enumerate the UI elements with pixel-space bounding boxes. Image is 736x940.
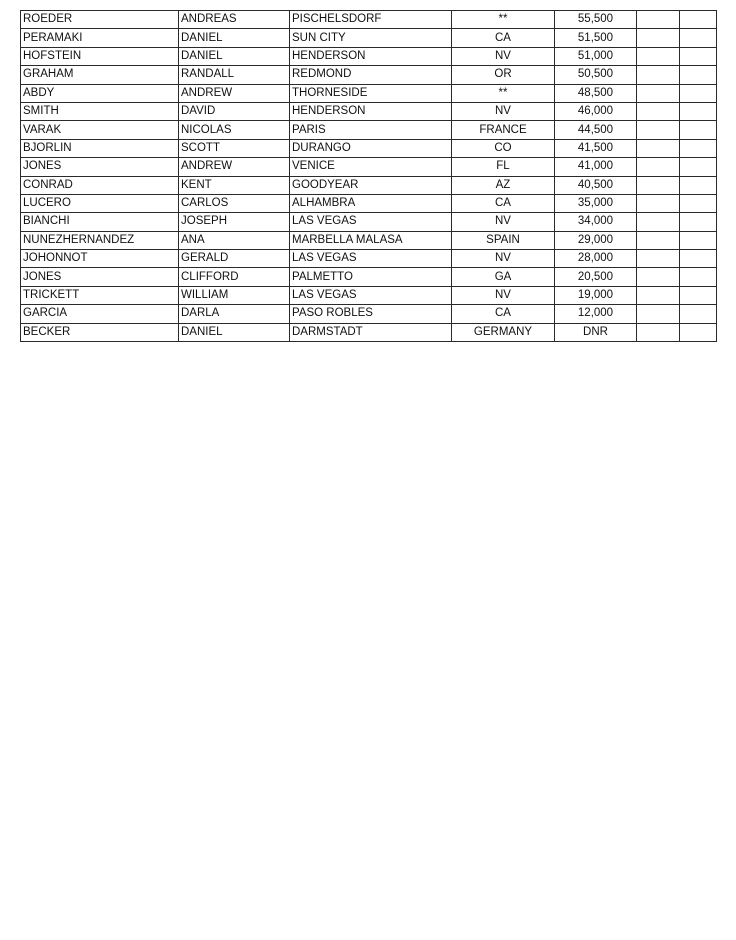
state-cell: NV (452, 102, 555, 120)
last-name-cell: BIANCHI (21, 213, 179, 231)
blank-cell (680, 268, 717, 286)
first-name-cell: JOSEPH (179, 213, 290, 231)
table-row (21, 47, 717, 65)
city-cell: REDMOND (290, 66, 452, 84)
state-cell: NV (452, 213, 555, 231)
last-name-cell: HOFSTEIN (21, 47, 179, 65)
amount-cell: 46,000 (555, 102, 637, 120)
amount-cell: 50,500 (555, 66, 637, 84)
state-cell: NV (452, 286, 555, 304)
blank-cell (680, 158, 717, 176)
first-name-cell: DARLA (179, 305, 290, 323)
amount-cell: DNR (555, 323, 637, 341)
state-cell: OR (452, 66, 555, 84)
city-cell: DURANGO (290, 139, 452, 157)
first-name-cell: CLIFFORD (179, 268, 290, 286)
state-cell: FRANCE (452, 121, 555, 139)
amount-cell: 20,500 (555, 268, 637, 286)
blank-cell (680, 194, 717, 212)
blank-cell (637, 250, 680, 268)
first-name-cell: SCOTT (179, 139, 290, 157)
city-cell: PARIS (290, 121, 452, 139)
state-cell: SPAIN (452, 231, 555, 249)
amount-cell: 19,000 (555, 286, 637, 304)
amount-cell: 34,000 (555, 213, 637, 231)
amount-cell: 35,000 (555, 194, 637, 212)
last-name-cell: ROEDER (21, 11, 179, 29)
city-cell: HENDERSON (290, 47, 452, 65)
city-cell: LAS VEGAS (290, 286, 452, 304)
amount-cell: 44,500 (555, 121, 637, 139)
last-name-cell: LUCERO (21, 194, 179, 212)
first-name-cell: NICOLAS (179, 121, 290, 139)
blank-cell (637, 305, 680, 323)
state-cell: ** (452, 11, 555, 29)
table-row (21, 139, 717, 157)
city-cell: MARBELLA MALASA (290, 231, 452, 249)
table-row (21, 305, 717, 323)
last-name-cell: JONES (21, 158, 179, 176)
table-row (21, 121, 717, 139)
table-row (21, 176, 717, 194)
blank-cell (637, 158, 680, 176)
city-cell: LAS VEGAS (290, 213, 452, 231)
blank-cell (680, 47, 717, 65)
blank-cell (680, 176, 717, 194)
amount-cell: 12,000 (555, 305, 637, 323)
city-cell: PALMETTO (290, 268, 452, 286)
table-row (21, 66, 717, 84)
city-cell: HENDERSON (290, 102, 452, 120)
last-name-cell: SMITH (21, 102, 179, 120)
state-cell: GA (452, 268, 555, 286)
results-table-body (21, 11, 717, 342)
city-cell: ALHAMBRA (290, 194, 452, 212)
blank-cell (680, 231, 717, 249)
last-name-cell: JONES (21, 268, 179, 286)
table-row (21, 194, 717, 212)
first-name-cell: CARLOS (179, 194, 290, 212)
state-cell: NV (452, 47, 555, 65)
city-cell: GOODYEAR (290, 176, 452, 194)
blank-cell (637, 84, 680, 102)
city-cell: PASO ROBLES (290, 305, 452, 323)
table-row (21, 29, 717, 47)
first-name-cell: ANDREAS (179, 11, 290, 29)
blank-cell (680, 102, 717, 120)
table-row (21, 323, 717, 341)
amount-cell: 41,500 (555, 139, 637, 157)
table-row (21, 11, 717, 29)
state-cell: GERMANY (452, 323, 555, 341)
last-name-cell: CONRAD (21, 176, 179, 194)
blank-cell (680, 213, 717, 231)
blank-cell (680, 305, 717, 323)
blank-cell (637, 231, 680, 249)
amount-cell: 28,000 (555, 250, 637, 268)
table-row (21, 84, 717, 102)
city-cell: PISCHELSDORF (290, 11, 452, 29)
city-cell: LAS VEGAS (290, 250, 452, 268)
blank-cell (637, 29, 680, 47)
first-name-cell: DANIEL (179, 29, 290, 47)
blank-cell (637, 286, 680, 304)
blank-cell (637, 194, 680, 212)
last-name-cell: GARCIA (21, 305, 179, 323)
amount-cell: 51,500 (555, 29, 637, 47)
blank-cell (637, 47, 680, 65)
last-name-cell: VARAK (21, 121, 179, 139)
amount-cell: 41,000 (555, 158, 637, 176)
last-name-cell: TRICKETT (21, 286, 179, 304)
first-name-cell: KENT (179, 176, 290, 194)
blank-cell (680, 139, 717, 157)
last-name-cell: PERAMAKI (21, 29, 179, 47)
last-name-cell: NUNEZHERNANDEZ (21, 231, 179, 249)
state-cell: AZ (452, 176, 555, 194)
first-name-cell: ANA (179, 231, 290, 249)
first-name-cell: GERALD (179, 250, 290, 268)
table-row (21, 231, 717, 249)
blank-cell (680, 121, 717, 139)
table-row (21, 250, 717, 268)
first-name-cell: DAVID (179, 102, 290, 120)
blank-cell (637, 139, 680, 157)
city-cell: VENICE (290, 158, 452, 176)
city-cell: SUN CITY (290, 29, 452, 47)
city-cell: THORNESIDE (290, 84, 452, 102)
amount-cell: 29,000 (555, 231, 637, 249)
blank-cell (637, 102, 680, 120)
table-row (21, 102, 717, 120)
state-cell: NV (452, 250, 555, 268)
table-row (21, 286, 717, 304)
blank-cell (680, 11, 717, 29)
first-name-cell: DANIEL (179, 323, 290, 341)
blank-cell (637, 66, 680, 84)
blank-cell (637, 323, 680, 341)
last-name-cell: GRAHAM (21, 66, 179, 84)
last-name-cell: ABDY (21, 84, 179, 102)
blank-cell (680, 250, 717, 268)
results-table (20, 10, 717, 342)
state-cell: CA (452, 29, 555, 47)
table-row (21, 158, 717, 176)
city-cell: DARMSTADT (290, 323, 452, 341)
amount-cell: 51,000 (555, 47, 637, 65)
amount-cell: 48,500 (555, 84, 637, 102)
first-name-cell: ANDREW (179, 84, 290, 102)
first-name-cell: RANDALL (179, 66, 290, 84)
amount-cell: 55,500 (555, 11, 637, 29)
blank-cell (637, 11, 680, 29)
state-cell: CA (452, 194, 555, 212)
blank-cell (680, 286, 717, 304)
last-name-cell: JOHONNOT (21, 250, 179, 268)
last-name-cell: BJORLIN (21, 139, 179, 157)
first-name-cell: WILLIAM (179, 286, 290, 304)
last-name-cell: BECKER (21, 323, 179, 341)
state-cell: CA (452, 305, 555, 323)
blank-cell (680, 29, 717, 47)
state-cell: ** (452, 84, 555, 102)
blank-cell (637, 268, 680, 286)
blank-cell (680, 66, 717, 84)
first-name-cell: ANDREW (179, 158, 290, 176)
blank-cell (637, 176, 680, 194)
table-row (21, 268, 717, 286)
blank-cell (680, 323, 717, 341)
state-cell: CO (452, 139, 555, 157)
amount-cell: 40,500 (555, 176, 637, 194)
blank-cell (680, 84, 717, 102)
first-name-cell: DANIEL (179, 47, 290, 65)
blank-cell (637, 213, 680, 231)
state-cell: FL (452, 158, 555, 176)
table-row (21, 213, 717, 231)
blank-cell (637, 121, 680, 139)
